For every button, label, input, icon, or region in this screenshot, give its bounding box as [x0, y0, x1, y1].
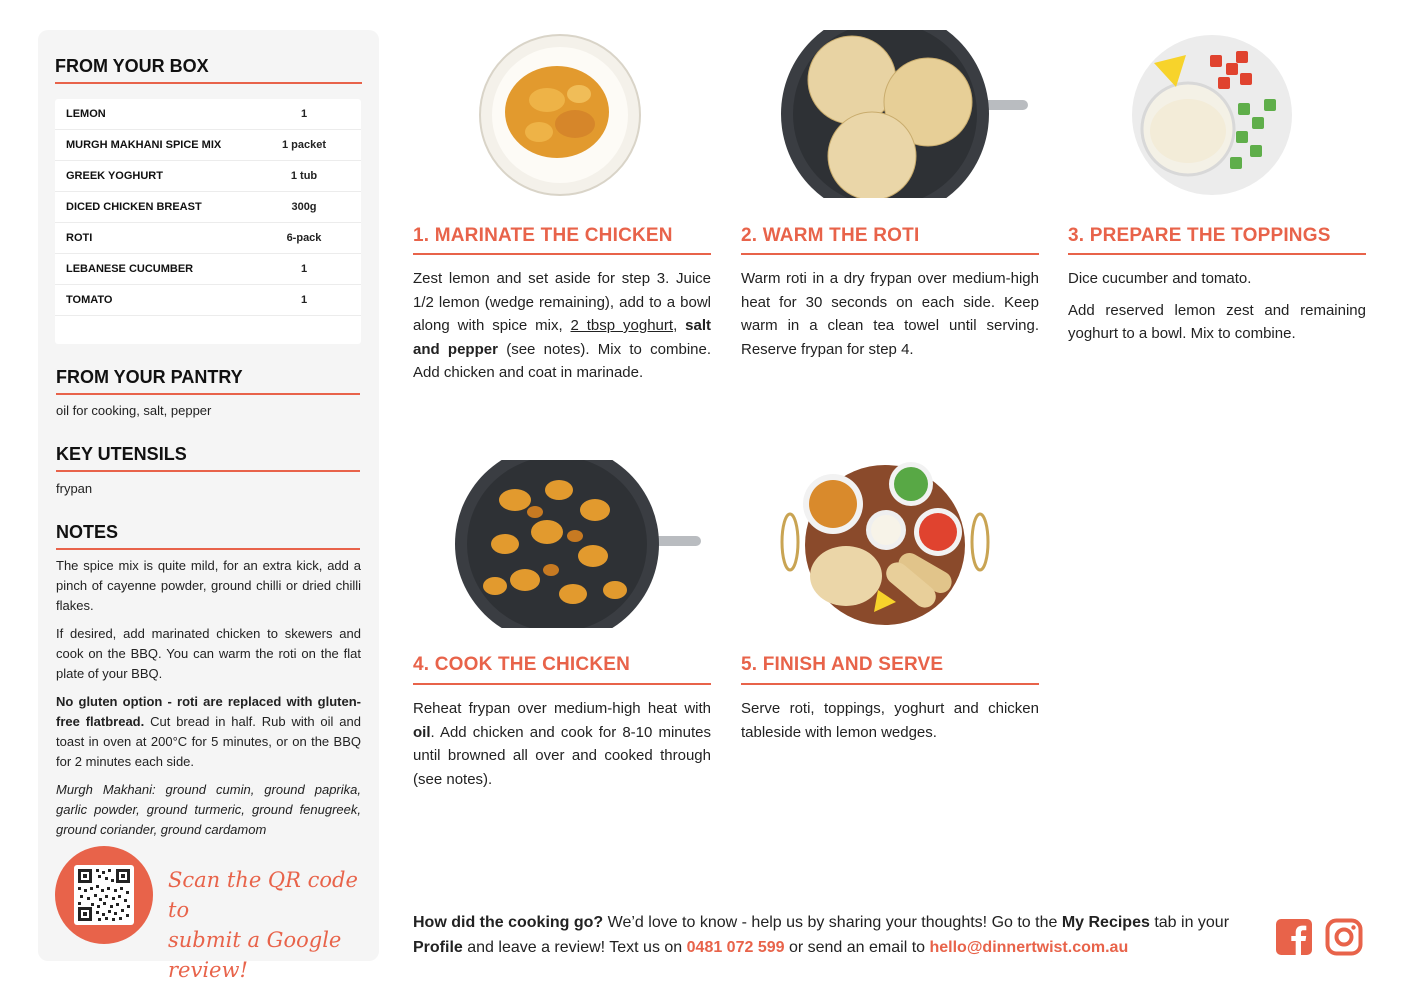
- step-rule: [741, 683, 1039, 685]
- step-4-text-b: . Add chicken and cook for 8-10 minutes until browned all over and cooked through (see notes).: [413, 723, 711, 788]
- step-3-title: 3. PREPARE THE TOPPINGS: [1068, 225, 1331, 246]
- facebook-icon[interactable]: [1275, 918, 1313, 956]
- ingredient-name: ROTI: [66, 232, 93, 244]
- step-rule: [741, 253, 1039, 255]
- notes-title: NOTES: [56, 522, 119, 542]
- ingredient-qty: 1: [300, 108, 308, 120]
- ingredient-qty: 1 tub: [290, 170, 318, 182]
- step-1-text-b: ,: [673, 317, 686, 334]
- ingredient-qty: 1: [300, 263, 308, 275]
- section-rule: [56, 393, 360, 395]
- qr-line-2: submit a Google review!: [168, 928, 342, 982]
- notes-body: [56, 556, 361, 848]
- step-3-text-2: Add reserved lemon zest and remaining yoghurt to a bowl. Mix to combine.: [1068, 301, 1366, 342]
- footer-profile: Profile: [413, 939, 463, 956]
- ingredient-qty: 300g: [291, 201, 317, 213]
- footer-email-link[interactable]: hello@dinnertwist.com.au: [929, 939, 1129, 956]
- utensils-text: frypan: [56, 481, 93, 496]
- step-3-text-1: Dice cucumber and tomato.: [1068, 270, 1252, 287]
- step-2-title: 2. WARM THE ROTI: [741, 225, 920, 246]
- note-bbq: If desired, add marinated chicken to skewers and cook on the BBQ. You can warm the roti on the flat plate of your BBQ.: [56, 626, 361, 681]
- step-2-body: Warm roti in a dry frypan over medium-high heat for 30 seconds on each side. Keep warm in a clean tea towel until serving. Reserve frypan for step 4.: [741, 270, 1039, 358]
- instagram-icon[interactable]: [1325, 918, 1363, 956]
- note-gluten-rest: Cut bread in half. Rub with oil and toast in oven at 200°C for 5 minutes, or on the BBQ for 2 minutes each side.: [56, 714, 361, 769]
- pantry-text: oil for cooking, salt, pepper: [56, 403, 212, 418]
- step-4-title: 4. COOK THE CHICKEN: [413, 654, 631, 675]
- key-utensils-title: KEY UTENSILS: [56, 444, 187, 464]
- step-rule: [413, 683, 711, 685]
- table-row: [55, 130, 361, 161]
- step-1-yoghurt: 2 tbsp yoghurt: [570, 317, 674, 334]
- table-row: [55, 254, 361, 285]
- ingredient-name: MURGH MAKHANI SPICE MIX: [66, 139, 222, 151]
- section-rule: [55, 82, 362, 84]
- table-spacer: [55, 316, 361, 344]
- footer-text-1: We’d love to know - help us by sharing your thoughts! Go to the: [603, 914, 1062, 931]
- box-ingredients-table: [55, 99, 361, 344]
- section-rule: [56, 470, 360, 472]
- ingredient-qty: 1: [300, 294, 308, 306]
- cooked-chicken-frypan-image: [455, 460, 703, 628]
- qr-badge: [55, 846, 153, 944]
- from-your-pantry-title: FROM YOUR PANTRY: [56, 367, 243, 387]
- step-5-body: Serve roti, toppings, yoghurt and chicken tableside with lemon wedges.: [741, 700, 1039, 741]
- footer-phone-link[interactable]: 0481 072 599: [686, 939, 785, 956]
- roti-frypan-image: [780, 30, 1030, 198]
- step-1-text-c: (see notes). Mix to combine. Add chicken and coat in marinade.: [413, 340, 711, 381]
- ingredient-name: LEBANESE CUCUMBER: [66, 263, 194, 275]
- from-your-box-title: FROM YOUR BOX: [55, 56, 209, 76]
- note-gluten: [56, 692, 361, 772]
- qr-line-1: Scan the QR code to: [168, 868, 358, 922]
- section-rule: [56, 548, 360, 550]
- ingredient-name: TOMATO: [66, 294, 113, 306]
- table-row: [55, 99, 361, 130]
- step-4-body: [413, 697, 711, 791]
- note-spice: The spice mix is quite mild, for an extra kick, add a pinch of cayenne powder, ground chilli or dried chilli flakes.: [56, 558, 361, 613]
- step-1-title: 1. MARINATE THE CHICKEN: [413, 225, 673, 246]
- qr-code-icon[interactable]: [74, 865, 134, 925]
- ingredients-sidebar: [38, 30, 379, 982]
- step-1-body: [413, 267, 711, 385]
- step-4-oil: oil: [413, 723, 431, 741]
- step-1-text-a: Zest lemon and set aside for step 3. Juice 1/2 lemon (wedge remaining), add to a bowl along with spice mix,: [413, 270, 711, 334]
- serving-board-image: [778, 462, 992, 628]
- step-5-title: 5. FINISH AND SERVE: [741, 654, 944, 675]
- table-row: [55, 285, 361, 316]
- footer-text-4: or send an email to: [784, 939, 930, 956]
- ingredient-name: DICED CHICKEN BREAST: [66, 201, 202, 213]
- ingredient-qty: 6-pack: [286, 232, 322, 244]
- footer-question: How did the cooking go?: [413, 914, 604, 931]
- table-row: [55, 161, 361, 192]
- note-spice-ingredients: Murgh Makhani: ground cumin, ground paprika, garlic powder, ground turmeric, ground fenugreek, ground coriander, ground cardamom: [56, 782, 361, 837]
- step-3-body: [1068, 267, 1366, 354]
- table-row: [55, 192, 361, 223]
- note-gluten-bold: No gluten option - roti are replaced with gluten-free flatbread.: [56, 694, 361, 729]
- footer-my-recipes: My Recipes: [1061, 914, 1150, 931]
- feedback-footer: [413, 910, 1263, 960]
- footer-text-3: and leave a review! Text us on: [462, 939, 687, 956]
- step-4-text-a: Reheat frypan over medium-high heat with: [413, 700, 711, 717]
- ingredient-name: GREEK YOGHURT: [66, 170, 163, 182]
- marinated-chicken-bowl-image: [477, 32, 643, 198]
- step-rule: [413, 253, 711, 255]
- step-1-salt-pepper: salt and pepper: [413, 317, 711, 358]
- footer-text-2: tab in your: [1149, 914, 1230, 931]
- ingredient-name: LEMON: [66, 108, 106, 120]
- toppings-plate-image: [1128, 33, 1296, 197]
- table-row: [55, 223, 361, 254]
- qr-review-text: [168, 865, 379, 985]
- step-rule: [1068, 253, 1366, 255]
- ingredient-qty: 1 packet: [281, 139, 327, 151]
